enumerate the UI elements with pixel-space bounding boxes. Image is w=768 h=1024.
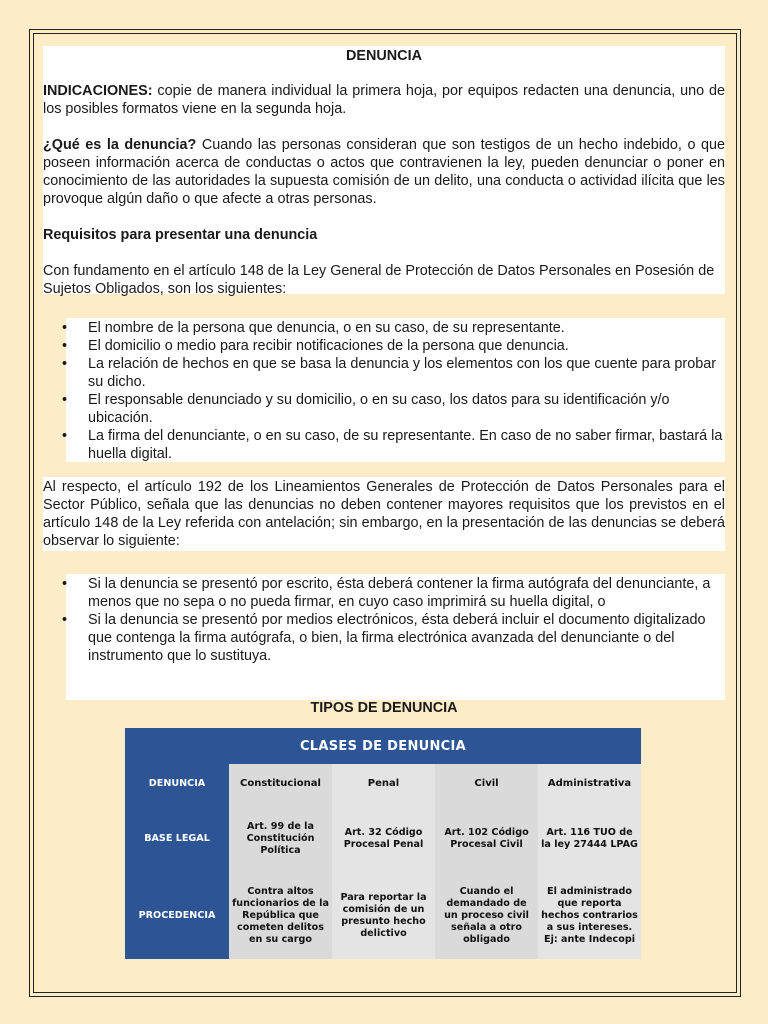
- table-cell: El administrado que reporta hechos contrarios a sus intereses. Ej: ante Indecopi: [538, 873, 641, 959]
- list-item: • Si la denuncia se presentó por escrito, ésta deberá contener la firma autógrafa del denunciante, a menos que no sepa o no pueda firmar, en cuyo caso imprimirá su huella digital, o: [43, 575, 725, 611]
- clases-denuncia-table: [125, 728, 641, 959]
- table-cell: Para reportar la comisión de un presunto hecho delictivo: [332, 873, 435, 959]
- list-item: • El domicilio o medio para recibir notificaciones de la persona que denuncia.: [43, 337, 725, 355]
- row-label-base-legal: BASE LEGAL: [125, 804, 229, 873]
- row-label-procedencia: PROCEDENCIA: [125, 873, 229, 959]
- fundamento-paragraph: Con fundamento en el artículo 148 de la Ley General de Protección de Datos Personales en Posesión de Sujetos Obligados, son los siguientes:: [43, 263, 715, 297]
- que-es-text: Cuando las personas consideran que son testigos de un hecho indebido, o que poseen información acerca de conductas o actos que contravienen la ley, pueden denunciar o poner en conocimiento de las autoridades la supuesta comisión de un delito, una conducta o actividad ilícita que les provoque algún daño o que afecte a otras personas.: [43, 137, 725, 207]
- list-item: • Si la denuncia se presentó por medios electrónicos, ésta deberá incluir el documento digitalizado que contenga la firma autógrafa, o bien, la firma electrónica avanzada del denunciante o del instrumento que lo sustituya.: [43, 611, 725, 665]
- row-label-denuncia: DENUNCIA: [125, 764, 229, 804]
- list-item: • El nombre de la persona que denuncia, o en su caso, de su representante.: [43, 319, 725, 337]
- que-es-paragraph: [43, 136, 725, 208]
- requisitos-heading: [43, 226, 725, 244]
- list-item: • El responsable denunciado y su domicilio, o en su caso, los datos para su identificación y/o ubicación.: [43, 391, 725, 427]
- column-header-penal: Penal: [332, 764, 435, 804]
- observaciones-list-section: [66, 574, 725, 700]
- list-item: • La relación de hechos en que se basa la denuncia y los elementos con los que cuente para probar su dicho.: [43, 355, 725, 391]
- table-header: CLASES DE DENUNCIA: [125, 728, 641, 764]
- table-cell: Art. 32 Código Procesal Penal: [332, 804, 435, 873]
- indicaciones-text: copie de manera individual la primera hoja, por equipos redacten una denuncia, uno de los posibles formatos viene en la segunda hoja.: [43, 83, 725, 117]
- requisitos-list-section: [66, 318, 725, 462]
- respecto-section: [43, 477, 725, 551]
- indicaciones-paragraph: [43, 82, 725, 118]
- table-cell: Art. 99 de la Constitución Política: [229, 804, 332, 873]
- table-cell: Art. 102 Código Procesal Civil: [435, 804, 538, 873]
- tipos-heading: TIPOS DE DENUNCIA: [310, 700, 458, 716]
- table-cell: Contra altos funcionarios de la República que cometen delitos en su cargo: [229, 873, 332, 959]
- que-es-label: ¿Qué es la denuncia?: [43, 137, 197, 153]
- column-header-civil: Civil: [435, 764, 538, 804]
- page-title: DENUNCIA: [346, 48, 422, 64]
- requisitos-list: [43, 319, 725, 463]
- list-item: • La firma del denunciante, o en su caso, de su representante. En caso de no saber firmar, bastará la huella digital.: [43, 427, 725, 463]
- column-header-administrativa: Administrativa: [538, 764, 641, 804]
- requisitos-heading-text: Requisitos para presentar una denuncia: [43, 227, 318, 243]
- column-header-constitucional: Constitucional: [229, 764, 332, 804]
- observaciones-list: [43, 575, 725, 665]
- respecto-paragraph: Al respecto, el artículo 192 de los Lineamientos Generales de Protección de Datos Personales para el Sector Público, señala que las denuncias no deben contener mayores requisitos que los previstos en el artículo 148 de la Ley referida con antelación; sin embargo, en la presentación de las denuncias se deberá observar lo siguiente:: [43, 479, 725, 549]
- intro-section: [43, 46, 725, 297]
- table-cell: Cuando el demandado de un proceso civil señala a otro obligado: [435, 873, 538, 959]
- indicaciones-label: INDICACIONES:: [43, 83, 153, 99]
- table-cell: Art. 116 TUO de la ley 27444 LPAG: [538, 804, 641, 873]
